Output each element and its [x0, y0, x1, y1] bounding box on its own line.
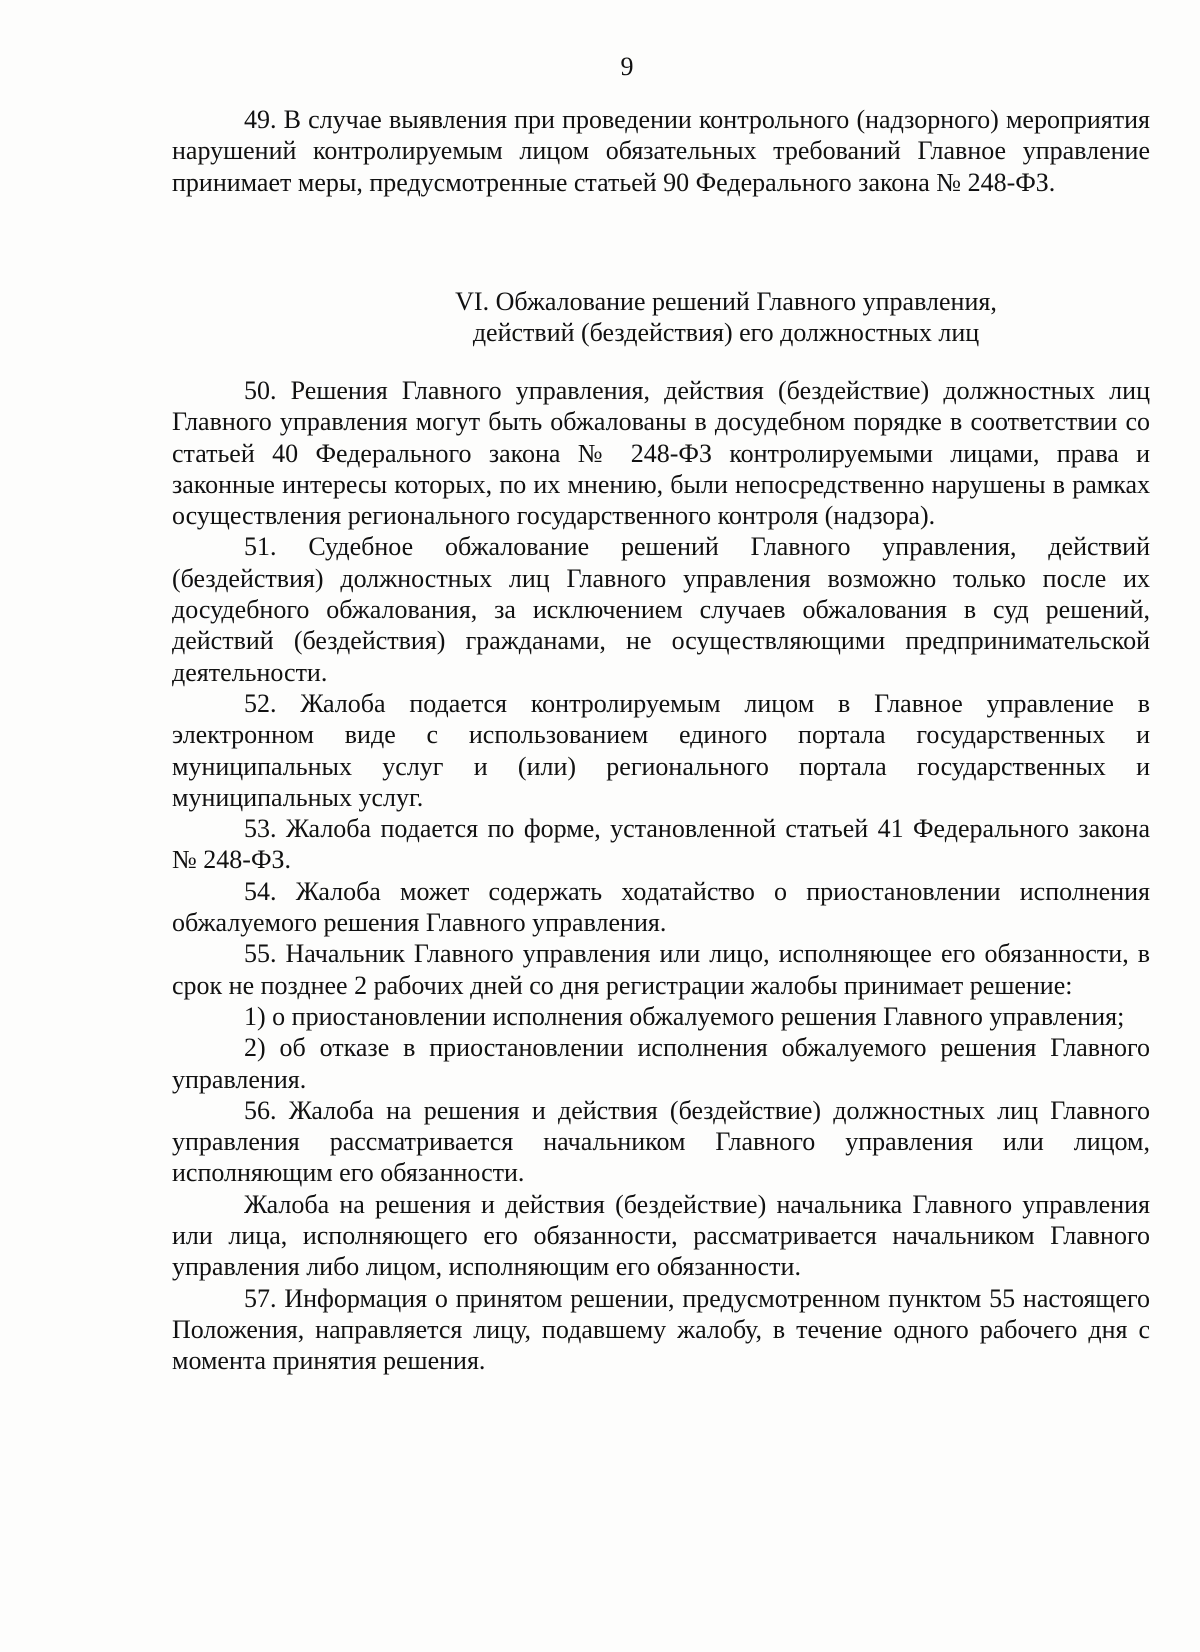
paragraph-55-item-2: 2) об отказе в приостановлении исполнения обжалуемого решения Главного управления.	[172, 1033, 1150, 1094]
paragraph-49: 49. В случае выявления при проведении контрольного (надзорного) мероприятия нарушений контролируемым лицом обязательных требований Главное управление принимает меры, предусмотренные статьей 90 Федерального закона № 248-ФЗ.	[172, 105, 1150, 197]
paragraph-50: 50. Решения Главного управления, действия (бездействие) должностных лиц Главного управления могут быть обжалованы в досудебном порядке в соответствии со статьей 40 Федерального закона № 248-ФЗ контролируемыми лицами, права и законные интересы которых, по их мнению, были непосредственно нарушены в рамках осуществления регионального государственного контроля (надзора).	[172, 376, 1150, 531]
paragraph-56: 56. Жалоба на решения и действия (бездействие) должностных лиц Главного управления рассматривается начальником Главного управления или лицом, исполняющим его обязанности.	[172, 1095, 1150, 1188]
paragraph-51: 51. Судебное обжалование решений Главного управления, действий (бездействия) должностных лиц Главного управления возможно только после их досудебного обжалования, за исключением случаев обжалования в суд решений, действий (бездействия) гражданами, не осуществляющими предпринимательской деятельности.	[172, 532, 1150, 687]
paragraph-56-continued: Жалоба на решения и действия (бездействие) начальника Главного управления или лица, исполняющего его обязанности, рассматривается начальником Главного управления либо лицом, исполняющим его обязанности.	[172, 1189, 1150, 1282]
page-number: 9	[620, 52, 634, 81]
section-heading-line-2: действий (бездействия) его должностных лиц	[472, 318, 980, 348]
paragraph-55-item-1: 1) о приостановлении исполнения обжалуемого решения Главного управления;	[244, 1001, 1125, 1031]
paragraph-54: 54. Жалоба может содержать ходатайство о приостановлении исполнения обжалуемого решения Главного управления.	[172, 876, 1150, 938]
paragraph-57: 57. Информация о принятом решении, предусмотренном пунктом 55 настоящего Положения, направляется лицу, подавшему жалобу, в течение одного рабочего дня с момента принятия решения.	[172, 1283, 1150, 1376]
paragraph-53: 53. Жалоба подается по форме, установленной статьей 41 Федерального закона № 248-ФЗ.	[172, 814, 1150, 875]
paragraph-55: 55. Начальник Главного управления или лицо, исполняющее его обязанности, в срок не позднее 2 рабочих дней со дня регистрации жалобы принимает решение:	[172, 939, 1150, 1000]
section-heading	[172, 286, 1150, 349]
paragraph-52: 52. Жалоба подается контролируемым лицом в Главное управление в электронном виде с использованием единого портала государственных и муниципальных услуг и (или) регионального портала государственных и муниципальных услуг.	[172, 688, 1150, 812]
section-heading-line-1: VI. Обжалование решений Главного управления,	[455, 287, 997, 316]
